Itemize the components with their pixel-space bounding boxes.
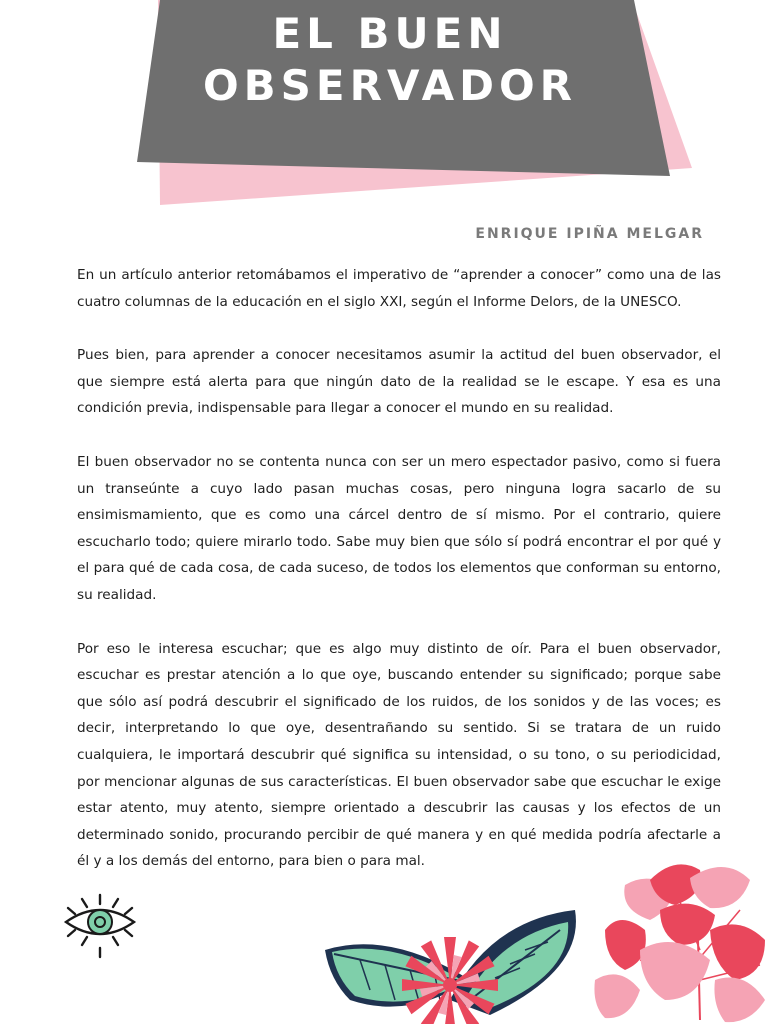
author-name: ENRIQUE IPIÑA MELGAR <box>475 226 704 242</box>
title-line-1: EL BUEN <box>272 9 508 58</box>
paragraph-2: Pues bien, para aprender a conocer necesitamos asumir la actitud del buen observador, el que siempre está alerta para que ningún dato de la realidad se le escape. Y esa es una condición previa, indispensable para llegar a conocer el mundo en su realidad. <box>77 347 721 417</box>
paragraph-4: Por eso le interesa escuchar; que es algo muy distinto de oír. Para el buen observador, escuchar es prestar atención a lo que oye, buscando entender su significado; porque sabe que sólo así podrá descubrir el significado de los ruidos, de los sonidos y de las voces; es decir, interpretando lo que oye, desentrañando su sentido. Si se tratara de un ruido cualquiera, le importará descubrir qué significa su intensidad, o su tono, o su periodicidad, por mencionar algunas de sus características. El buen observador sabe que escuchar le exige estar atento, muy atento, siempre orientado a descubrir las causas y los efectos de un determinado sonido, procurando percibir de qué manera y en qué medida podría afectarle a él y a los demás del entorno, para bien o para mal. <box>77 640 721 870</box>
title-line-2: OBSERVADOR <box>202 61 578 110</box>
paragraph-1: En un artículo anterior retomábamos el imperativo de “aprender a conocer” como una de las cuatro columnas de la educación en el siglo XXI, según el Informe Delors, de la UNESCO. <box>77 267 721 310</box>
eye-icon <box>60 892 140 972</box>
pink-leaves-illustration <box>594 864 765 1022</box>
paragraph-3: El buen observador no se contenta nunca con ser un mero espectador pasivo, como si fuera un transeúnte a cuyo lado pasan muchas cosas, pero ninguna logra sacarlo de su ensimismamiento, que es como una cárcel dentro de sí mismo. Por el contrario, quiere escucharlo todo; quiere mirarlo todo. Sabe muy bien que sólo sí podrá encontrar el por qué y el para qué de cada cosa, de cada suceso, de todos los elementos que conforman su entorno, su realidad. <box>77 453 721 603</box>
page-title <box>140 8 640 112</box>
article-body <box>77 262 721 902</box>
plant-decoration <box>320 850 768 1024</box>
